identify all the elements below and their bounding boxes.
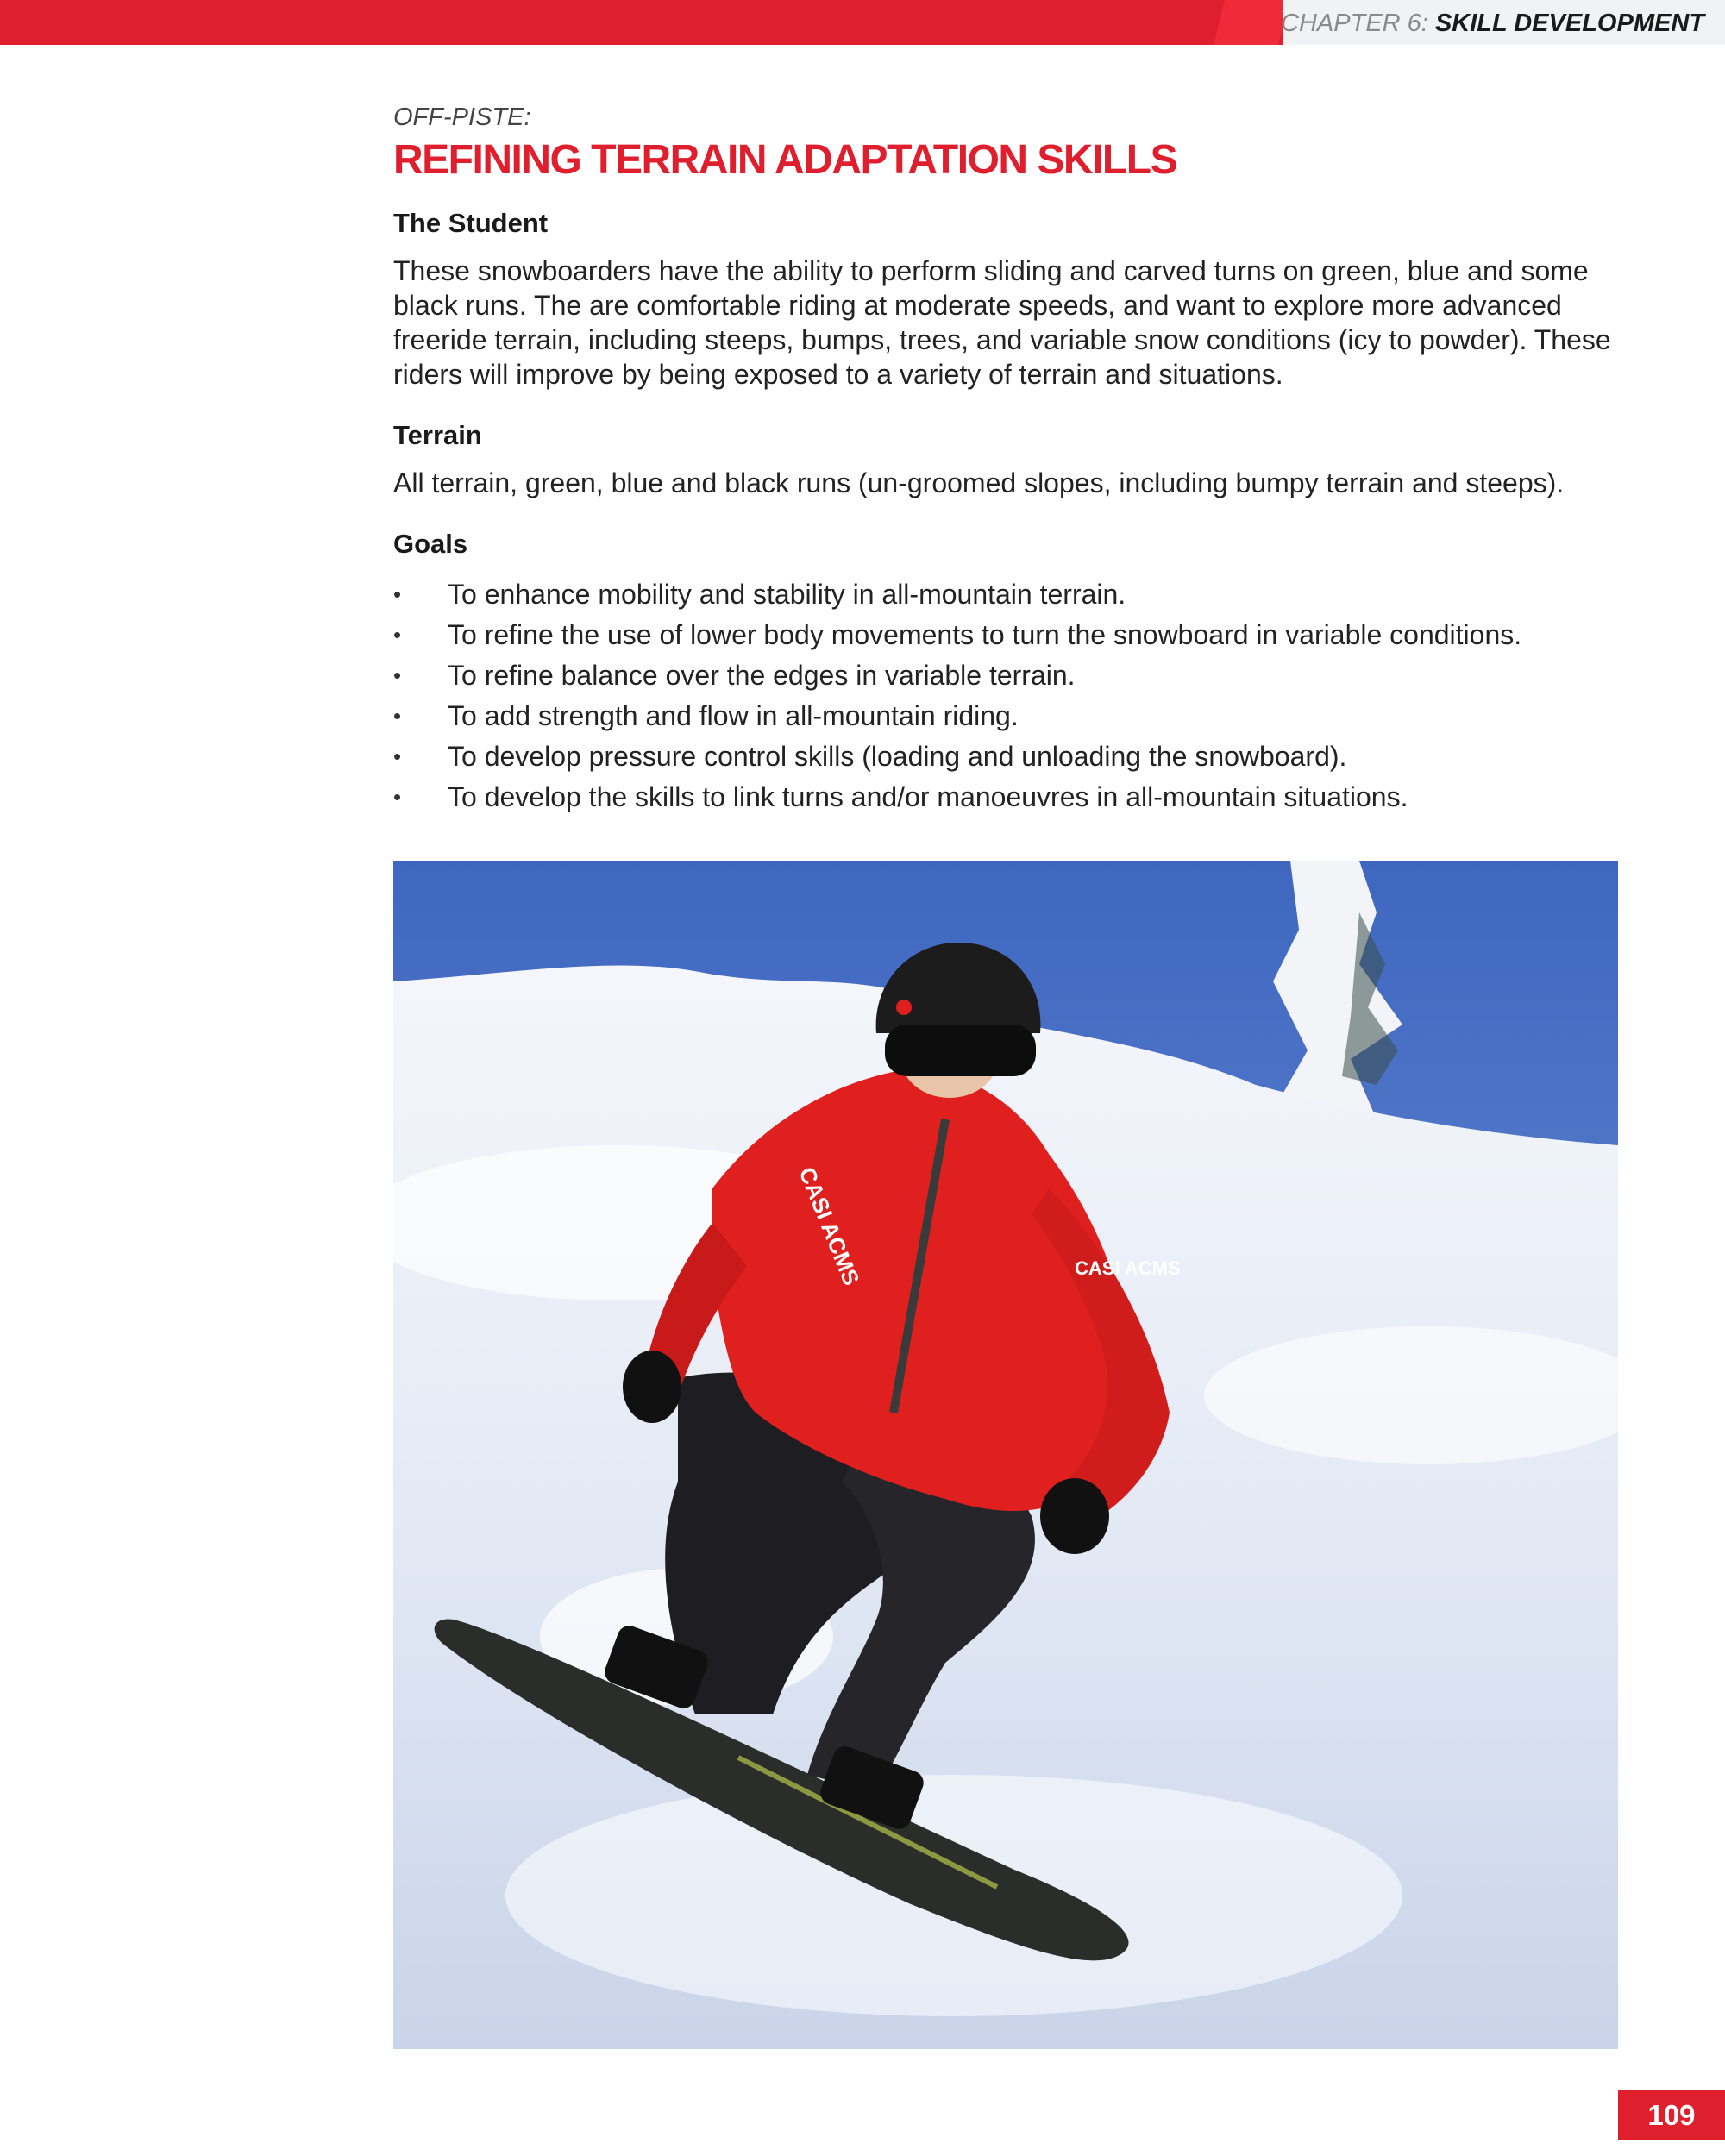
goals-heading: Goals bbox=[393, 529, 468, 559]
goggles bbox=[885, 1025, 1036, 1076]
bullet-icon: • bbox=[393, 743, 402, 769]
jacket-sleeve-logo bbox=[1075, 1257, 1181, 1279]
header-bar bbox=[0, 0, 1285, 45]
goal-text: To enhance mobility and stability in all-mountain terrain. bbox=[448, 579, 1126, 610]
student-paragraph: These snowboarders have the ability to perform sliding and carved turns on green, blue and some black runs. The are comfortable riding at moderate speeds, and want to explore more advanced freeride terrain, including steeps, bumps, trees, and variable snow conditions (icy to powder). These riders will improve by being exposed to a variety of terrain and situations. bbox=[393, 255, 1611, 390]
snowboarder-illustration bbox=[393, 861, 1618, 2049]
list-item bbox=[393, 696, 1618, 736]
goal-text: To refine balance over the edges in variable terrain. bbox=[448, 660, 1076, 691]
bullet-icon: • bbox=[393, 784, 402, 810]
page-number: 109 bbox=[1618, 2090, 1725, 2140]
bullet-icon: • bbox=[393, 581, 402, 607]
jacket-logo-text: CASI ACMS bbox=[794, 1163, 865, 1289]
bullet-icon: • bbox=[393, 622, 402, 648]
list-item bbox=[393, 736, 1618, 777]
helmet-maple-leaf bbox=[896, 1000, 912, 1015]
section-kicker: OFF-PISTE: bbox=[393, 103, 531, 131]
jacket-sleeve-logo-text: CASI ACMS bbox=[1075, 1257, 1181, 1279]
page-title: REFINING TERRAIN ADAPTATION SKILLS bbox=[393, 137, 1177, 183]
terrain-heading: Terrain bbox=[393, 420, 482, 450]
list-item bbox=[393, 615, 1618, 655]
list-item bbox=[393, 777, 1618, 818]
student-heading: The Student bbox=[393, 208, 549, 238]
chapter-tab bbox=[1283, 0, 1725, 45]
header-bar-accent bbox=[1214, 0, 1289, 45]
goal-text: To develop the skills to link turns and/or manoeuvres in all-mountain situations. bbox=[448, 781, 1408, 812]
list-item bbox=[393, 574, 1618, 615]
chapter-prefix: CHAPTER 6: bbox=[1281, 9, 1428, 37]
goal-text: To add strength and flow in all-mountain riding. bbox=[448, 700, 1019, 731]
terrain-paragraph: All terrain, green, blue and black runs (un-groomed slopes, including bumpy terrain and steeps). bbox=[393, 467, 1565, 498]
snowboarder-photo bbox=[393, 861, 1618, 2049]
bullet-icon: • bbox=[393, 703, 402, 729]
chapter-label bbox=[1281, 9, 1704, 38]
goal-text: To develop pressure control skills (loading and unloading the snowboard). bbox=[448, 741, 1347, 772]
main-content bbox=[393, 102, 1618, 818]
glove-right bbox=[1040, 1478, 1109, 1554]
goal-text: To refine the use of lower body movements to turn the snowboard in variable conditions. bbox=[448, 619, 1522, 650]
glove-left bbox=[623, 1351, 681, 1423]
list-item bbox=[393, 655, 1618, 696]
bullet-icon: • bbox=[393, 662, 402, 688]
goals-list bbox=[393, 574, 1618, 818]
chapter-name: SKILL DEVELOPMENT bbox=[1434, 9, 1704, 37]
